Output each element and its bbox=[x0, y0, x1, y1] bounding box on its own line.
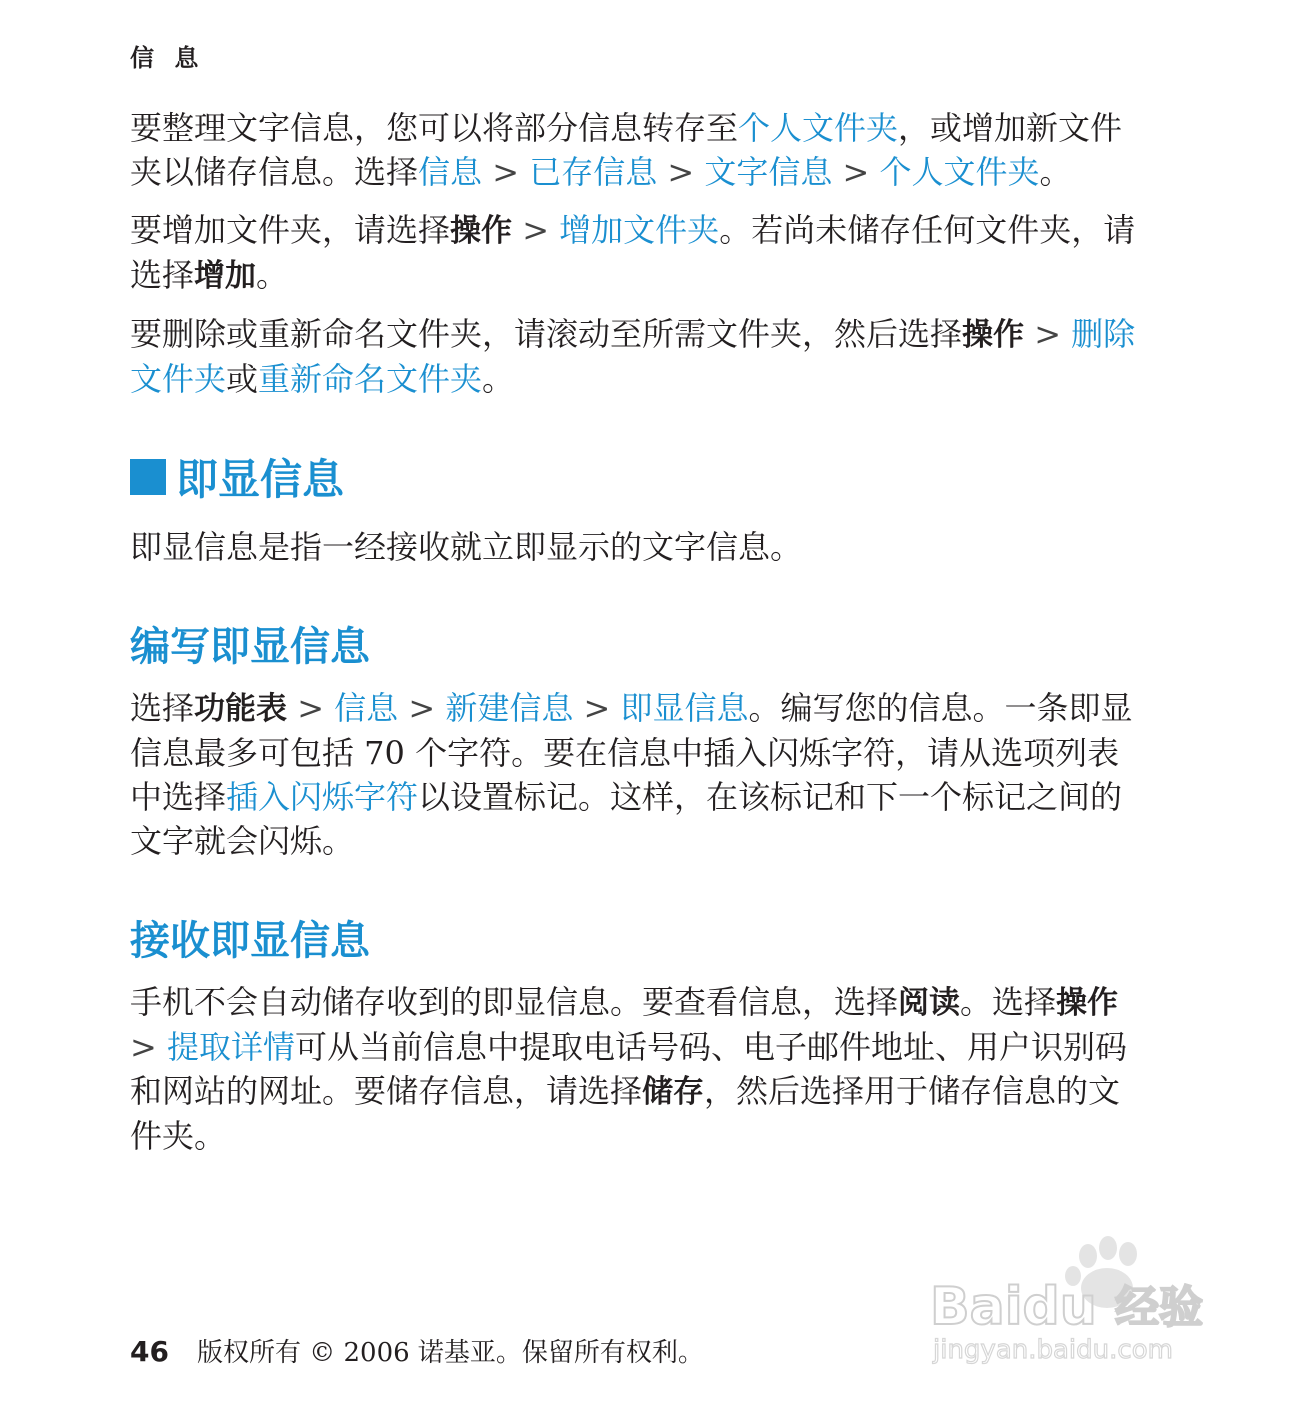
text: 。编写您的信息。一条即显信息最多可包括 70 个字符。要在信息中插入闪烁字符，请从选项列表中选择 bbox=[130, 689, 1133, 816]
link-text-messages: 文字信息 bbox=[704, 153, 833, 191]
separator: > bbox=[482, 153, 530, 191]
section-title-text: 即显信息 bbox=[176, 455, 345, 504]
link-delete-folder: 删除文件夹 bbox=[130, 315, 1136, 398]
link-saved-messages: 已存信息 bbox=[529, 153, 658, 191]
section-description: 即显信息是指一经接收就立即显示的文字信息。 bbox=[130, 528, 803, 566]
link-insert-flash-char: 插入闪烁字符 bbox=[226, 778, 419, 816]
watermark-brand-cn: 经验 bbox=[1115, 1282, 1203, 1333]
text: 可从当前信息中提取电话号码、电子邮件地址、用户识别码和网站的网址。要储存信息，请选择 bbox=[130, 1028, 1128, 1110]
text: 。选择 bbox=[960, 983, 1057, 1021]
text: 以设置标记。这样，在该标记和下一个标记之间的文字就会闪烁。 bbox=[130, 778, 1123, 860]
intro-paragraph-1 bbox=[130, 106, 1140, 194]
watermark-brand: Baidu bbox=[930, 1277, 1097, 1337]
link-flash-message: 即显信息 bbox=[620, 689, 749, 727]
bold-menu: 功能表 bbox=[194, 691, 288, 727]
receive-paragraph bbox=[130, 980, 1140, 1158]
separator: > bbox=[398, 689, 446, 727]
separator: > bbox=[287, 689, 335, 727]
intro-paragraph-2 bbox=[130, 208, 1140, 298]
watermark-url: jingyan.baidu.com bbox=[933, 1335, 1173, 1365]
copyright-text: 版权所有 © 2006 诺基亚。保留所有权利。 bbox=[196, 1338, 704, 1368]
text: 手机不会自动储存收到的即显信息。要查看信息，选择 bbox=[130, 983, 899, 1021]
text: 选择 bbox=[130, 689, 195, 727]
paw-toe-icon bbox=[1079, 1244, 1097, 1268]
baidu-watermark-logo bbox=[925, 1226, 1225, 1366]
square-bullet-icon bbox=[130, 459, 166, 495]
bold-options: 操作 bbox=[1056, 985, 1119, 1021]
link-personal-folder: 个人文件夹 bbox=[738, 109, 899, 147]
text: 要删除或重新命名文件夹，请滚动至所需文件夹，然后选择 bbox=[130, 315, 963, 353]
separator: > bbox=[512, 211, 560, 249]
link-messages: 信息 bbox=[334, 689, 399, 727]
text: 。若尚未储存任何文件夹，请选择 bbox=[130, 211, 1136, 294]
bold-add: 增加 bbox=[194, 258, 257, 294]
text: 要整理文字信息，您可以将部分信息转存至 bbox=[130, 109, 739, 147]
text: ，然后选择用于储存信息的文件夹。 bbox=[130, 1072, 1121, 1155]
link-personal-folder-2: 个人文件夹 bbox=[879, 153, 1040, 191]
link-messages: 信息 bbox=[418, 153, 483, 191]
paw-toe-icon bbox=[1119, 1242, 1137, 1266]
bold-options: 操作 bbox=[450, 213, 513, 249]
intro-paragraph-3 bbox=[130, 312, 1140, 401]
link-create-message: 新建信息 bbox=[445, 689, 574, 727]
compose-paragraph bbox=[130, 686, 1140, 863]
compose-subtitle: 编写即显信息 bbox=[130, 624, 370, 670]
link-use-detail: 提取详情 bbox=[166, 1028, 295, 1066]
page-number: 46 bbox=[130, 1335, 169, 1368]
text: 。 bbox=[1039, 153, 1072, 191]
text: ，或增加新文件夹以储存信息。选择 bbox=[130, 109, 1123, 191]
separator: > bbox=[130, 1028, 167, 1066]
text: 。 bbox=[256, 256, 289, 294]
separator: > bbox=[832, 153, 880, 191]
page-header: 信 息 bbox=[130, 44, 205, 72]
bold-save: 储存 bbox=[642, 1074, 705, 1110]
text: 。 bbox=[482, 360, 515, 398]
section-title bbox=[130, 447, 1140, 507]
main-content bbox=[130, 106, 1140, 1172]
bold-options: 操作 bbox=[962, 317, 1025, 353]
bold-read: 阅读 bbox=[898, 985, 961, 1021]
receive-subtitle: 接收即显信息 bbox=[130, 918, 370, 964]
separator: > bbox=[573, 689, 621, 727]
text: 或 bbox=[226, 360, 259, 398]
page-footer bbox=[130, 1332, 704, 1369]
text: 要增加文件夹，请选择 bbox=[130, 211, 451, 249]
separator: > bbox=[1024, 315, 1072, 353]
paw-toe-icon bbox=[1099, 1236, 1117, 1260]
link-add-folder: 增加文件夹 bbox=[559, 211, 720, 249]
link-rename-folder: 重新命名文件夹 bbox=[258, 360, 483, 398]
separator: > bbox=[657, 153, 705, 191]
